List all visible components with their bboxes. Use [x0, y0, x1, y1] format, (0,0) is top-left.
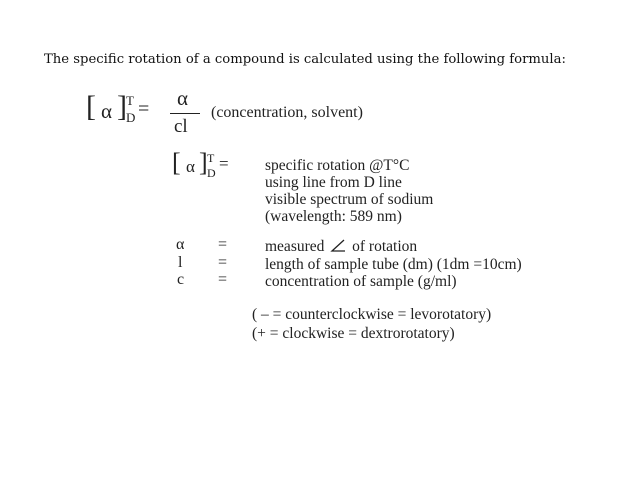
formula-superscript: T [126, 93, 134, 108]
fraction-denominator: cl [174, 116, 188, 137]
alpha-symbol: α [176, 236, 185, 253]
fraction-numerator: α [177, 86, 189, 110]
left-bracket: [ [86, 90, 96, 123]
def-equals: = [219, 154, 229, 173]
formula-alpha: α [101, 99, 113, 123]
def-text-line-3: visible spectrum of sodium [265, 191, 434, 208]
def-left-bracket: [ [172, 148, 181, 177]
alpha-equals: = [218, 236, 228, 253]
l-symbol: l [178, 254, 183, 271]
l-definition: length of sample tube (dm) (1dm =10cm) [265, 256, 522, 273]
c-equals: = [218, 271, 228, 288]
formula-equals: = [138, 98, 150, 120]
alpha-text-before: measured [265, 238, 325, 255]
alpha-text-after: of rotation [352, 238, 418, 255]
alpha-definition [265, 238, 417, 255]
formula-condition: (concentration, solvent) [211, 104, 363, 121]
intro-text: The specific rotation of a compound is calculated using the following formula: [44, 52, 566, 67]
def-superscript: T [207, 151, 215, 165]
def-text-line-4: (wavelength: 589 nm) [265, 208, 402, 225]
def-text-line-1: specific rotation @T°C [265, 157, 410, 174]
def-alpha: α [186, 157, 195, 176]
note-clockwise: (+ = clockwise = dextrorotatory) [252, 325, 455, 342]
fraction-line [170, 113, 200, 114]
right-bracket: ] [117, 90, 127, 123]
angle-icon [330, 239, 346, 252]
l-equals: = [218, 254, 228, 271]
formula-subscript: D [126, 110, 136, 125]
def-subscript: D [207, 166, 216, 180]
c-symbol: c [177, 271, 185, 288]
def-right-bracket: ] [199, 148, 208, 177]
note-counterclockwise: ( – = counterclockwise = levorotatory) [252, 306, 492, 323]
def-text-line-2: using line from D line [265, 174, 402, 191]
c-definition: concentration of sample (g/ml) [265, 273, 457, 290]
